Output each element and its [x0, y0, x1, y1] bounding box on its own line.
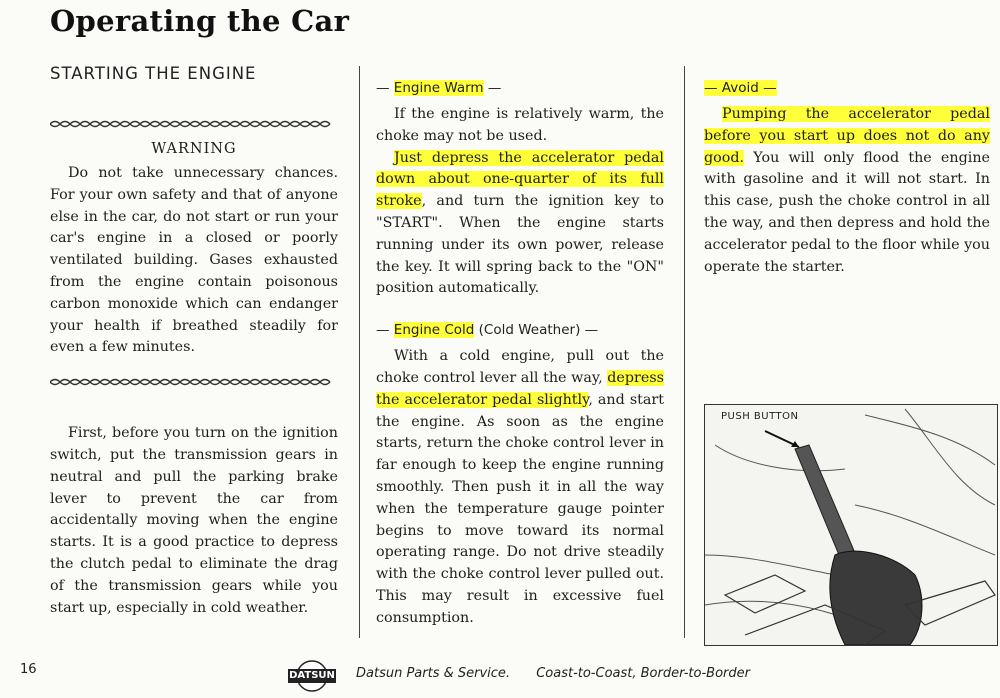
engine-cold-highlight: depress the accelerator pedal slightly — [376, 369, 664, 408]
column-3 — [704, 80, 990, 278]
engine-warm-heading-suffix: — — [483, 80, 502, 96]
engine-warm-text-part1: If the engine is relatively warm, the choke may not be used. — [376, 106, 664, 144]
footer-part1: Datsun Parts & Service. — [356, 666, 511, 681]
ornament-divider-top — [50, 119, 332, 129]
engine-cold-heading-rest: (Cold Weather) — — [474, 322, 599, 339]
engine-warm-heading-label: Engine Warm — [393, 80, 484, 96]
footer-part2: Coast-to-Coast, Border-to-Border — [536, 666, 750, 681]
datsun-logo-text: DATSUN — [289, 670, 335, 681]
footer-slogan — [356, 666, 772, 681]
engine-cold-heading — [376, 322, 664, 338]
engine-warm-text-2 — [376, 148, 664, 301]
avoid-heading-label: — Avoid — — [704, 80, 777, 96]
section-heading: STARTING THE ENGINE — [50, 64, 257, 83]
engine-warm-text-part2: , and turn the ignition key to "START". When the engine starts running under its own power, release the key. It will spring back to the "ON" position automatically. — [376, 193, 664, 297]
column-1 — [50, 64, 338, 619]
avoid-text-part2: You will only flood the engine with gasoline and it will not start. In this case, push the choke control in all the way, and then depress and hold the accelerator pedal to the floor while you operate the starter. — [704, 149, 991, 275]
column-divider-1 — [359, 66, 360, 638]
choke-lever-drawing — [705, 405, 997, 645]
engine-warm-highlight: Just depress the accelerator pedal down about one-quarter of its full stroke — [376, 149, 664, 210]
push-button-label: PUSH BUTTON — [721, 411, 799, 422]
engine-cold-text-part2: , and start the engine. As soon as the engine starts, return the choke control lever in far enough to keep the engine running smoothly. Then push it in all the way when the temperature gauge pointer begins to move toward its normal operating range. Do not drive steadily with the choke control lever pulled out. This may result in excessive fuel consumption. — [376, 391, 665, 626]
warning-text: Do not take unnecessary chances. For your own safety and that of anyone else in the car, do not start or run your car's engine in a closed or poorly ventilated building. Gases exhausted from the engine contain poisonous carbon monoxide which can endanger your health if breathed steadily for even a few minutes. — [50, 165, 338, 356]
ornament-divider-bottom — [50, 377, 332, 387]
column-2 — [376, 80, 664, 630]
datsun-logo — [286, 660, 338, 692]
engine-cold-heading-label: Engine Cold — [393, 322, 475, 339]
engine-cold-text — [376, 346, 664, 629]
avoid-highlight: Pumping the accelerator pedal before you start up does not do any good. — [704, 106, 990, 166]
engine-cold-text-part1: With a cold engine, pull out the choke control lever all the way, — [376, 348, 664, 386]
page-title: Operating the Car — [50, 4, 350, 38]
column-divider-2 — [684, 66, 685, 638]
engine-warm-heading-prefix: — — [376, 80, 394, 96]
choke-lever-illustration — [704, 404, 998, 646]
avoid-heading — [704, 80, 990, 96]
engine-warm-text-1 — [376, 104, 664, 148]
engine-warm-heading — [376, 80, 664, 96]
avoid-text — [704, 104, 990, 278]
page-number: 16 — [20, 662, 37, 677]
intro-text: First, before you turn on the ignition switch, put the transmission gears in neutral and pull the parking brake lever to prevent the car from accidentally moving when the engine starts. It is a good practice to depress the clutch pedal to eliminate the drag of the transmission gears while you start up, especially in cold weather. — [50, 425, 338, 616]
engine-cold-heading-prefix: — — [376, 322, 394, 339]
warning-title: WARNING — [151, 141, 237, 157]
